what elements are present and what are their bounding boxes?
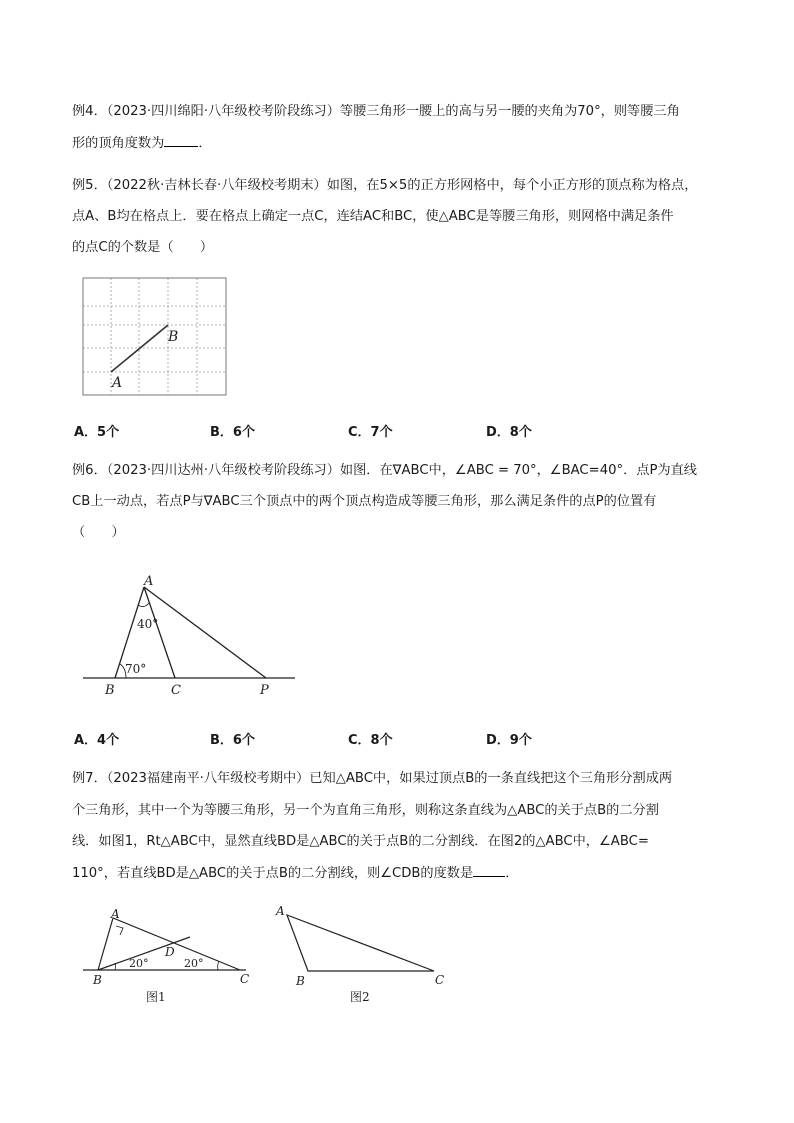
q7-line2: 个三角形，其中一个为等腰三角形，另一个为直角三角形，则称这条直线为△ABC的关于点B的二分割 — [72, 803, 659, 818]
point-a-label: A — [112, 375, 123, 391]
q5-line1: 例5．（2022秋·吉林长春·八年级校考期末）如图，在5×5的正方形网格中，每个小正方形的顶点称为格点， — [72, 178, 698, 193]
q4-line1: 例4．（2023·四川绵阳·八年级校考阶段练习）等腰三角形一腰上的高与另一腰的夹角为70°，则等腰三角 — [72, 104, 680, 119]
q4-line2-pre: 形的顶角度数为 — [72, 136, 165, 151]
q5-option-d[interactable]: D．8个 — [486, 425, 532, 440]
q6-option-a[interactable]: A．4个 — [74, 733, 120, 748]
q7-line4-pre: 110°，若直线BD是△ABC的关于点B的二分割线，则∠CDB的度数是 — [72, 866, 474, 881]
point-a-label: A — [111, 907, 120, 921]
q5-option-b[interactable]: B．6个 — [210, 425, 255, 440]
q5-option-a[interactable]: A．5个 — [74, 425, 120, 440]
angle1-label: 20° — [129, 957, 149, 970]
q6-option-c[interactable]: C．8个 — [348, 733, 393, 748]
point-b-label: B — [93, 973, 102, 987]
angle2-label: 20° — [184, 957, 204, 970]
point-a-label: A — [144, 574, 154, 589]
q6-triangle-figure — [80, 572, 300, 702]
point-p-label: P — [260, 683, 269, 698]
q5-option-c[interactable]: C．7个 — [348, 425, 393, 440]
q7-line1: 例7．（2023福建南平·八年级校考期中）已知△ABC中，如果过顶点B的一条直线把这个三角形分割成两 — [72, 771, 673, 786]
point-d-label: D — [165, 945, 175, 959]
q4-line2 — [72, 134, 734, 153]
q5-grid-figure — [80, 275, 230, 400]
answer-blank — [473, 864, 505, 877]
q7-figure1 — [80, 904, 260, 1009]
q5-line2: 点A、B均在格点上．要在格点上确定一点C，连结AC和BC，使△ABC是等腰三角形，则网格中满足条件 — [72, 209, 674, 224]
point-c-label: C — [240, 972, 250, 986]
point-b-label: B — [168, 329, 179, 345]
q7-line3: 线．如图1，Rt△ABC中，显然直线BD是△ABC的关于点B的二分割线．在图2的△ABC中，∠ABC= — [72, 834, 649, 849]
point-b-label: B — [105, 683, 115, 698]
figure1-caption: 图1 — [146, 990, 166, 1004]
q7-line4 — [72, 864, 734, 883]
q6-line3: （ ） — [72, 525, 125, 540]
q7-line4-post: ． — [505, 866, 519, 881]
q6-option-b[interactable]: B．6个 — [210, 733, 255, 748]
answer-blank — [164, 134, 198, 147]
q6-line1: 例6．（2023·四川达州·八年级校考阶段练习）如图．在∇ABC中，∠ABC = 70°，∠BAC=40°．点P为直线 — [72, 463, 697, 478]
figure2-caption: 图2 — [350, 990, 370, 1004]
point-c-label: C — [171, 683, 181, 698]
q6-option-d[interactable]: D．9个 — [486, 733, 532, 748]
q4-line2-post: ． — [198, 136, 212, 151]
q5-line3: 的点C的个数是（ ） — [72, 240, 214, 255]
angle-b-label: 70° — [125, 662, 147, 676]
angle-a-label: 40° — [137, 617, 159, 631]
q6-line2: CB上一动点，若点P与∇ABC三个顶点中的两个顶点构造成等腰三角形，那么满足条件的点P的位置有 — [72, 494, 657, 509]
point-b-label: B — [296, 974, 305, 988]
point-c-label: C — [435, 973, 445, 987]
q7-figure2 — [272, 900, 462, 1010]
segment-ab — [111, 325, 168, 372]
point-a-label: A — [276, 904, 285, 918]
